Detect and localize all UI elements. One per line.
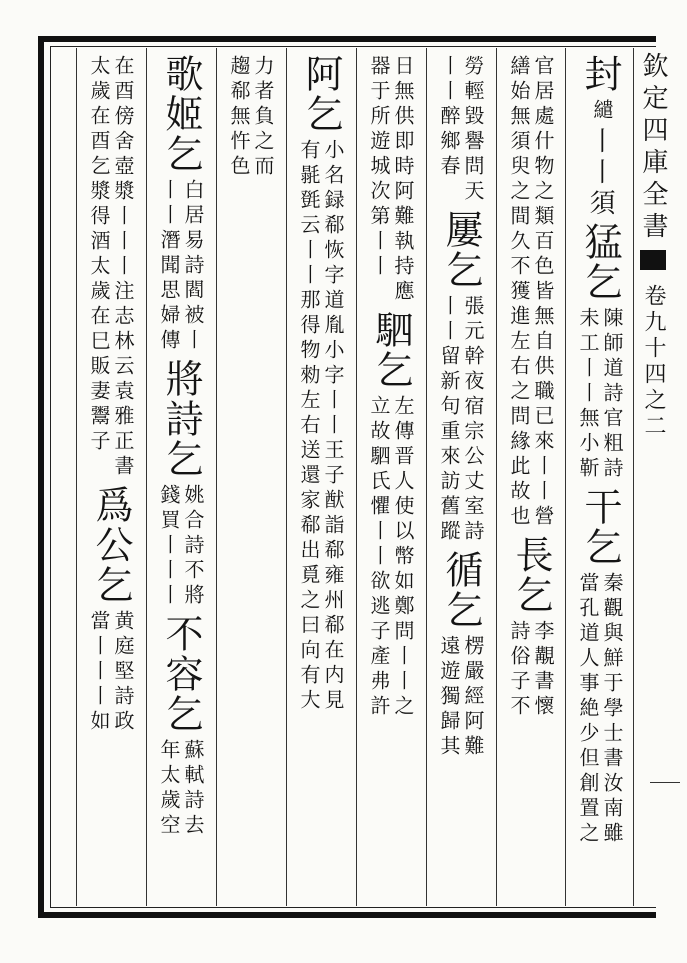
text-column bbox=[432, 52, 490, 902]
annotation-right: 力者負之而 bbox=[251, 55, 275, 180]
margin-rule bbox=[650, 782, 680, 783]
annotation-pair bbox=[159, 484, 203, 609]
book-title: 欽定四庫全書 bbox=[638, 52, 668, 244]
headword: 循乞 bbox=[439, 550, 483, 630]
annotation-left: 當孔道人事絶少但創置之 bbox=[576, 572, 600, 847]
annotation-left: 丨丨醉鄉春 bbox=[437, 55, 461, 180]
annotation-right: 黄庭堅詩政 bbox=[111, 610, 135, 735]
headword: 不容乞 bbox=[159, 614, 203, 734]
fishtail-mark bbox=[640, 250, 666, 270]
annotation-pair bbox=[229, 55, 273, 180]
headword: 歌姬乞 bbox=[159, 54, 203, 174]
annotation-right: 繾 bbox=[590, 99, 614, 124]
column-rule bbox=[76, 48, 77, 906]
text-column bbox=[82, 52, 140, 902]
main-text: 丨丨須 bbox=[585, 127, 615, 220]
annotation-right: 勞輕毀譽問天 bbox=[461, 55, 485, 205]
annotation-pair bbox=[439, 295, 483, 545]
column-rule bbox=[146, 48, 147, 906]
annotation-pair bbox=[578, 572, 622, 847]
text-column bbox=[502, 52, 560, 902]
annotation-left: 年太歲空 bbox=[157, 739, 181, 839]
annotation-right: 白居易詩閻被丨 bbox=[181, 179, 205, 354]
annotation-left: 立故駟氏懼丨丨欲逃子產弗許 bbox=[367, 395, 391, 720]
column-rule bbox=[633, 48, 634, 906]
annotation-pair bbox=[159, 179, 203, 354]
annotation-left: 詩俗子不 bbox=[507, 620, 531, 720]
headword: 封 bbox=[578, 54, 622, 94]
headword: 屢乞 bbox=[439, 210, 483, 290]
annotation-pair bbox=[509, 55, 553, 530]
text-column bbox=[222, 52, 280, 902]
annotation-right: 在酉傍舍壺漿丨丨丨注志林云袁雅正書 bbox=[111, 55, 135, 480]
headword: 長乞 bbox=[509, 535, 553, 615]
column-rule bbox=[356, 48, 357, 906]
annotation-left: 未工丨丨無小靳 bbox=[576, 307, 600, 482]
headword: 爲公乞 bbox=[89, 485, 133, 605]
annotation-pair bbox=[159, 739, 203, 839]
annotation-right: 姚合詩不將 bbox=[181, 484, 205, 609]
annotation-left: 有毾㲪云丨丨那得物勑左右送還家郗出覓之曰向有大 bbox=[297, 139, 321, 714]
annotation-pair bbox=[89, 55, 133, 480]
column-rule bbox=[565, 48, 566, 906]
annotation-pair bbox=[509, 620, 553, 720]
annotation-left: 太歲在酉乞漿得酒太歲在巳販妻鬻子 bbox=[87, 55, 111, 455]
headword: 阿乞 bbox=[299, 54, 343, 134]
annotation-right: 張元幹夜宿宗公丈室詩 bbox=[461, 295, 485, 545]
annotation-left: 當丨丨丨如 bbox=[87, 610, 111, 735]
volume-number: 卷九十四之二 bbox=[641, 284, 666, 440]
annotation-left: 器于所遊城次第丨丨 bbox=[367, 55, 391, 280]
annotation-pair bbox=[588, 99, 612, 124]
annotation-pair bbox=[369, 55, 413, 305]
annotation-pair bbox=[299, 139, 343, 714]
annotation-right: 左傳晋人使以幣如鄭問丨丨之 bbox=[391, 395, 415, 720]
annotation-left: 繕始無須臾之間久不獲進左右之問緣此故也 bbox=[507, 55, 531, 530]
annotation-right: 李覯書懷 bbox=[531, 620, 555, 720]
annotation-left: 錢買丨丨丨 bbox=[157, 484, 181, 609]
text-column bbox=[152, 52, 210, 902]
annotation-right: 秦觀與鮮于學士書汝南雖 bbox=[600, 572, 624, 847]
column-rule bbox=[286, 48, 287, 906]
annotation-pair bbox=[369, 395, 413, 720]
headword: 將詩乞 bbox=[159, 359, 203, 479]
annotation-pair bbox=[578, 307, 622, 482]
annotation-right: 陳師道詩官粗詩 bbox=[600, 307, 624, 482]
text-column bbox=[292, 52, 350, 902]
text-column bbox=[571, 52, 629, 902]
annotation-left: 趨郗無忤色 bbox=[227, 55, 251, 180]
column-rule bbox=[216, 48, 217, 906]
annotation-right: 楞嚴經阿難 bbox=[461, 635, 485, 760]
annotation-pair bbox=[439, 635, 483, 760]
annotation-pair bbox=[89, 610, 133, 735]
annotation-right: 官居處什物之類百色皆無自供職已來丨丨營 bbox=[531, 55, 555, 530]
column-rule bbox=[496, 48, 497, 906]
annotation-left: 丨丨留新句重來訪舊蹤 bbox=[437, 295, 461, 545]
annotation-right: 小名録郗恢字道胤小字丨丨王子猷詣郗雍州郗在内見 bbox=[321, 139, 345, 714]
headword: 猛乞 bbox=[578, 222, 622, 302]
annotation-right: 日無供即時阿難執持應 bbox=[391, 55, 415, 305]
annotation-left: 遠遊獨歸其 bbox=[437, 635, 461, 760]
headword: 干乞 bbox=[578, 487, 622, 567]
annotation-right: 蘇軾詩去 bbox=[181, 739, 205, 839]
headword: 駟乞 bbox=[369, 310, 413, 390]
annotation-left: 丨丨潛聞思婦傳 bbox=[157, 179, 181, 354]
text-column bbox=[362, 52, 420, 902]
annotation-pair bbox=[439, 55, 483, 205]
page-margin bbox=[628, 52, 678, 902]
column-rule bbox=[426, 48, 427, 906]
